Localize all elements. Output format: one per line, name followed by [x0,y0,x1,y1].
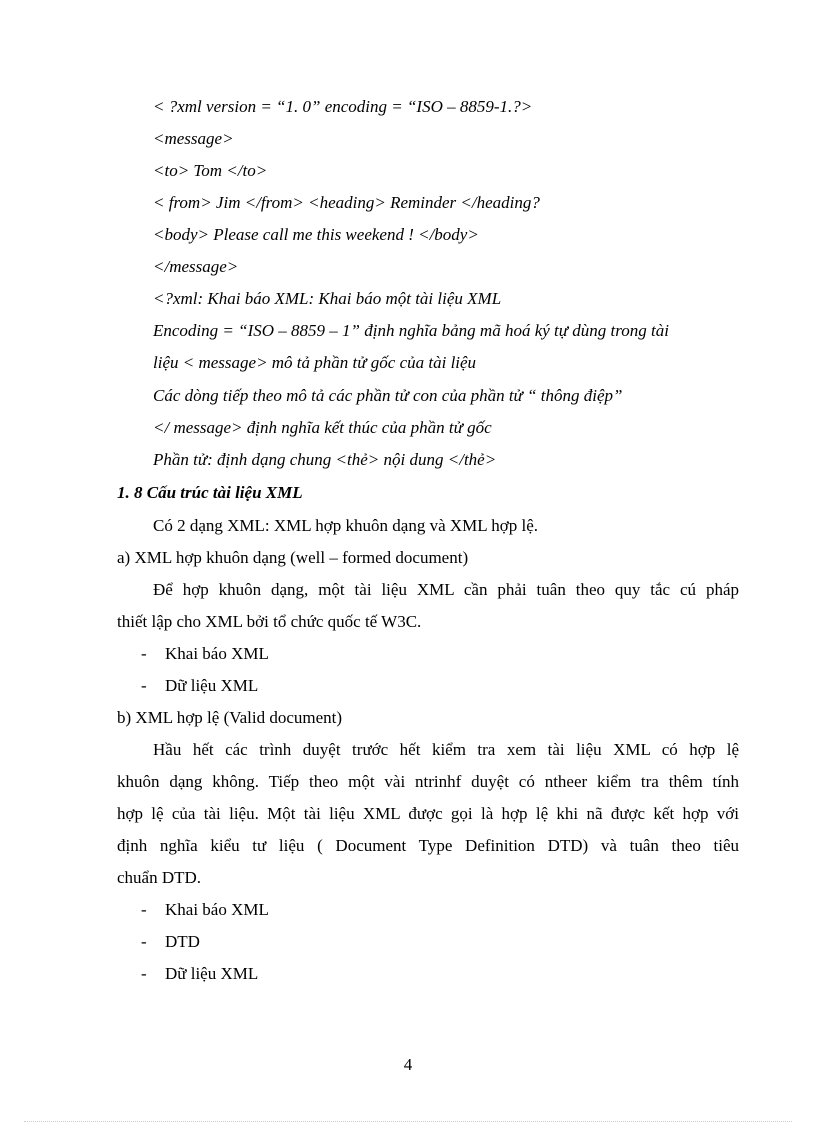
bullet-marker: - [141,900,147,919]
part-b-paragraph-line-1: Hầu hết các trình duyệt trước hết kiểm tra xem tài liệu XML có hợp lệ [153,740,739,759]
page-bottom-divider [24,1121,792,1122]
part-b-paragraph-line-4: định nghĩa kiểu tư liệu ( Document Type Definition DTD) và tuân theo tiêu [117,836,739,855]
section-heading: 1. 8 Cấu trúc tài liệu XML [117,483,303,502]
part-a-bullet-2: Dữ liệu XML [165,676,259,695]
code-line-7: <?xml: Khai báo XML: Khai báo một tài liệu XML [153,289,502,308]
bullet-marker: - [141,932,147,951]
part-b-bullet-1: Khai báo XML [165,900,269,919]
part-b-paragraph-line-2: khuôn dạng không. Tiếp theo một vài ntrinhf duyệt có ntheer kiểm tra thêm tính [117,772,739,791]
bullet-marker: - [141,676,147,695]
part-b-heading: b) XML hợp lệ (Valid document) [117,708,343,727]
part-a-bullet-1: Khai báo XML [165,644,269,663]
code-line-9: liệu < message> mô tả phần tử gốc của tài liệu [153,353,477,372]
part-a-paragraph-line-1: Để hợp khuôn dạng, một tài liệu XML cần phải tuân theo quy tắc cú pháp [153,580,739,599]
part-a-heading: a) XML hợp khuôn dạng (well – formed document) [117,548,469,567]
code-line-12: Phần tử: định dạng chung <thẻ> nội dung </thẻ> [153,450,497,469]
page-number: 4 [403,1055,413,1074]
bullet-marker: - [141,964,147,983]
part-b-bullet-2: DTD [165,932,200,951]
part-b-bullet-3: Dữ liệu XML [165,964,259,983]
bullet-marker: - [141,644,147,663]
code-line-4: < from> Jim </from> <heading> Reminder </heading? [153,193,540,212]
code-line-8: Encoding = “ISO – 8859 – 1” định nghĩa bảng mã hoá ký tự dùng trong tài [153,321,669,340]
intro-paragraph: Có 2 dạng XML: XML hợp khuôn dạng và XML hợp lệ. [153,516,539,535]
code-line-6: </message> [153,257,239,276]
code-line-1: < ?xml version = “1. 0” encoding = “ISO – 8859-1.?> [153,97,533,116]
code-line-5: <body> Please call me this weekend ! </body> [153,225,479,244]
code-line-2: <message> [153,129,234,148]
code-line-3: <to> Tom </to> [153,161,268,180]
code-line-10: Các dòng tiếp theo mô tả các phần tử con của phần tử “ thông điệp” [153,386,623,405]
part-a-paragraph-line-2: thiết lập cho XML bởi tổ chức quốc tế W3C. [117,612,422,631]
part-b-paragraph-line-3: hợp lệ của tài liệu. Một tài liệu XML được gọi là hợp lệ khi nã được kết hợp với [117,804,739,823]
part-b-paragraph-line-5: chuẩn DTD. [117,868,202,887]
code-line-11: </ message> định nghĩa kết thúc của phần tử gốc [153,418,492,437]
